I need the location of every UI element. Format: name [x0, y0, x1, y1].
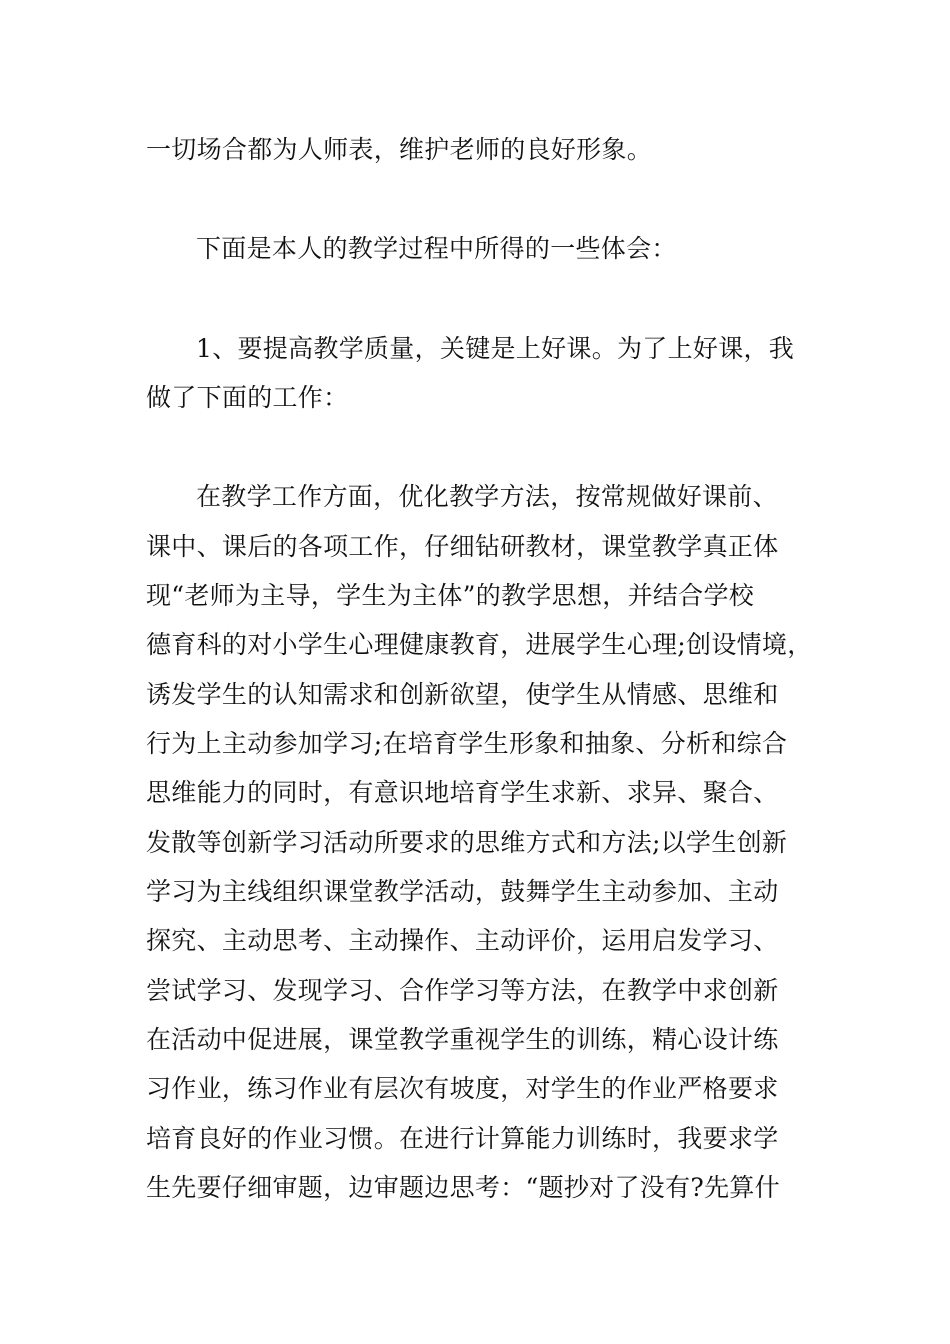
text-line: 行为上主动参加学习;在培育学生形象和抽象、分析和综合 — [146, 729, 788, 758]
text-line: 诱发学生的认知需求和创新欲望，使学生从情感、思维和 — [146, 680, 779, 709]
text-line: 做了下面的工作： — [146, 383, 349, 412]
text-line: 发散等创新学习活动所要求的思维方式和方法;以学生创新 — [146, 828, 788, 857]
text-line: 德育科的对小学生心理健康教育，进展学生心理;创设情境， — [146, 630, 813, 659]
text-line: 思维能力的同时，有意识地培育学生求新、求异、聚合、 — [146, 778, 779, 807]
text-line: 培育良好的作业习惯。在进行计算能力训练时，我要求学 — [146, 1124, 779, 1153]
text-line: 在活动中促进展，课堂教学重视学生的训练，精心设计练 — [146, 1025, 779, 1054]
text-line: 生先要仔细审题，边审题边思考：“题抄对了没有?先算什 — [146, 1173, 780, 1202]
text-line: 课中、课后的各项工作，仔细钻研教材，课堂教学真正体 — [146, 532, 779, 561]
text-line: 学习为主线组织课堂教学活动，鼓舞学生主动参加、主动 — [146, 877, 779, 906]
text-line: 在教学工作方面，优化教学方法，按常规做好课前、 — [196, 482, 778, 511]
text-line: 尝试学习、发现学习、合作学习等方法，在教学中求创新 — [146, 976, 779, 1005]
text-line: 探究、主动思考、主动操作、主动评价，运用启发学习、 — [146, 926, 779, 955]
text-line: 现“老师为主导，学生为主体”的教学思想，并结合学校 — [146, 581, 755, 610]
text-line: 下面是本人的教学过程中所得的一些体会： — [196, 234, 677, 263]
text-line: 一切场合都为人师表，维护老师的良好形象。 — [146, 135, 653, 164]
text-line: 1、要提高教学质量，关键是上好课。为了上好课，我 — [196, 334, 795, 363]
text-line: 习作业，练习作业有层次有坡度，对学生的作业严格要求 — [146, 1074, 779, 1103]
